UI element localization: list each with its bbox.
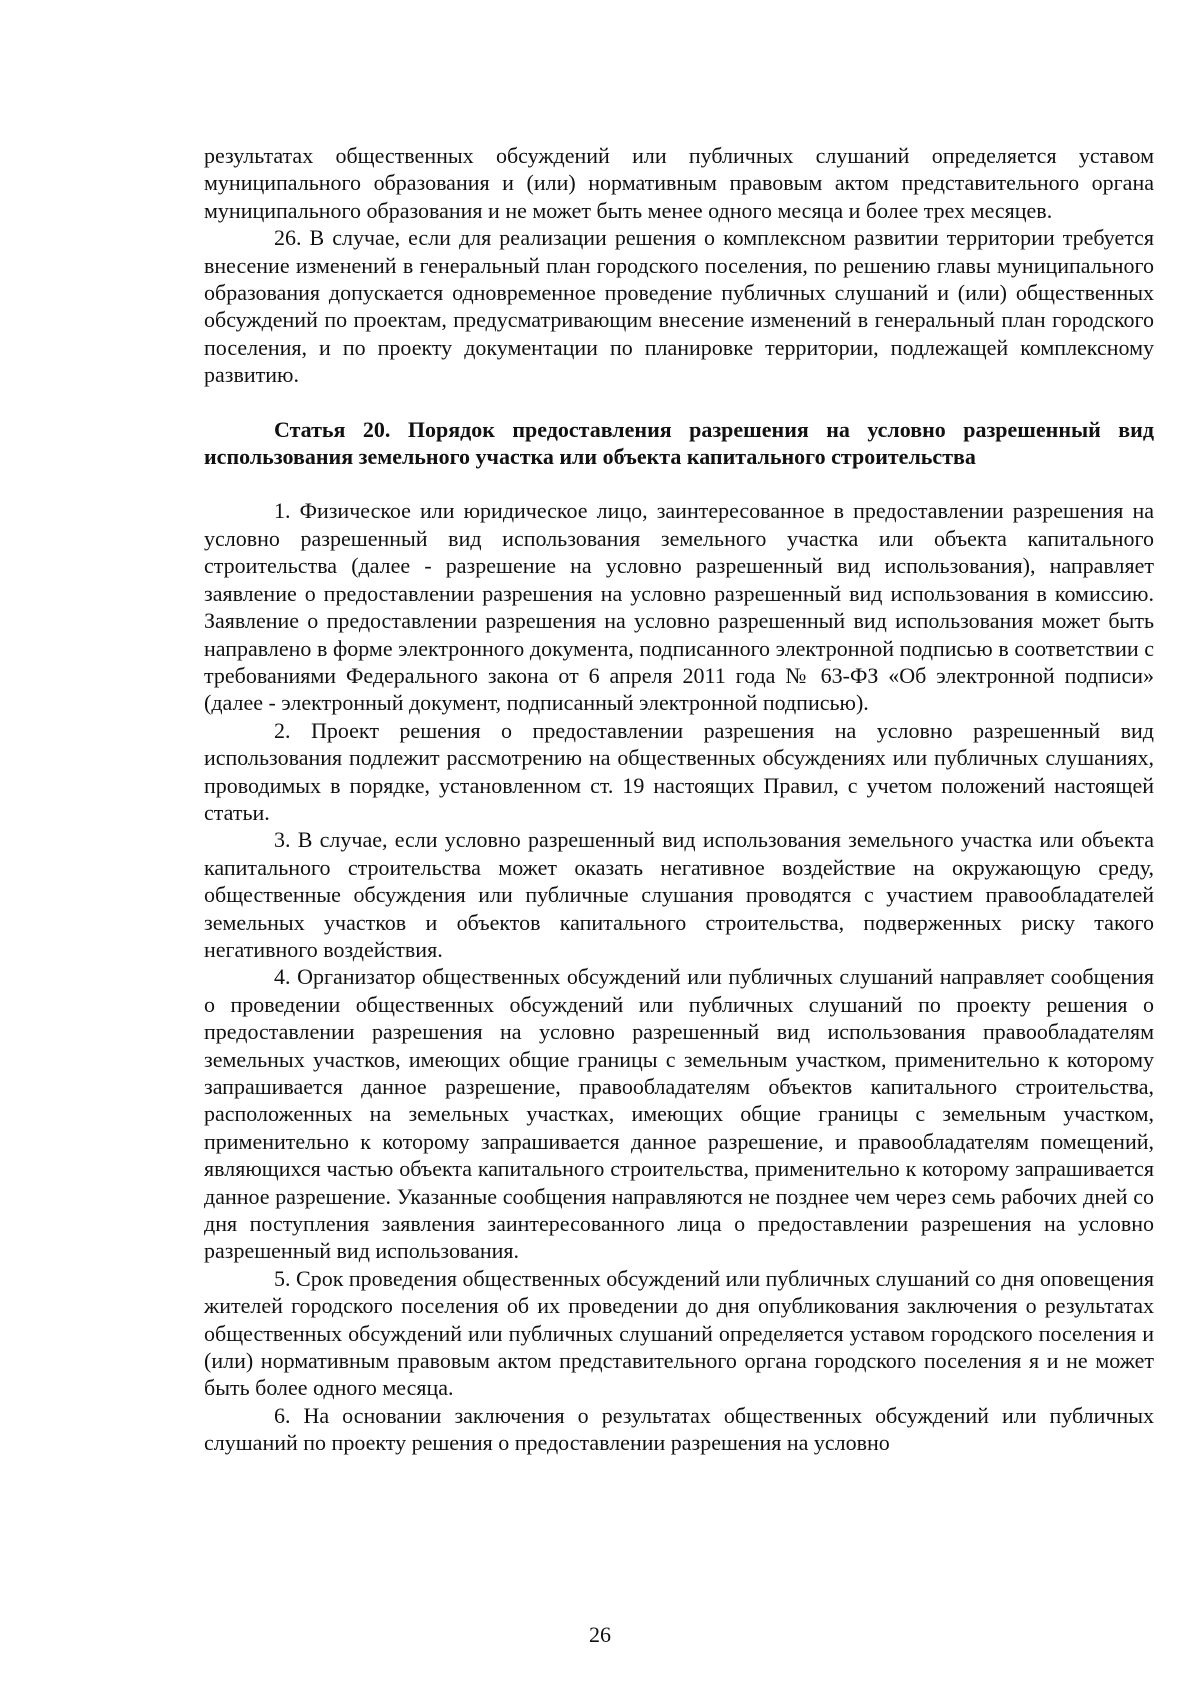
article-20-item-1: 1. Физическое или юридическое лицо, заинтересованное в предоставлении разрешения на условно разрешенный вид использования земельного участка или объекта капитального строительства (далее - разрешение на условно разрешенный вид использования), направляет заявление о предоставлении разрешения на условно разрешенный вид использования в комиссию. Заявление о предоставлении разрешения на условно разрешенный вид использования может быть направлено в форме электронного документа, подписанного электронной подписью в соответствии с требованиями Федерального закона от 6 апреля 2011 года № 63-ФЗ «Об электронной подписи» (далее - электронный документ, подписанный электронной подписью). <box>204 498 1154 716</box>
document-page <box>204 142 1154 1457</box>
article-20-item-6: 6. На основании заключения о результатах общественных обсуждений или публичных слушаний по проекту решения о предоставлении разрешения на условно <box>204 1402 1154 1456</box>
article-20-item-4: 4. Организатор общественных обсуждений или публичных слушаний направляет сообщения о проведении общественных обсуждений или публичных слушаний по проекту решения о предоставлении разрешения на условно разрешенный вид использования правообладателям земельных участков, имеющих общие границы с земельным участком, применительно к которому запрашивается данное разрешение, правообладателям объектов капитального строительства, расположенных на земельных участках, имеющих общие границы с земельным участком, применительно к которому запрашивается данное разрешение, и правообладателям помещений, являющихся частью объекта капитального строительства, применительно к которому запрашивается данное разрешение. Указанные сообщения направляются не позднее чем через семь рабочих дней со дня поступления заявления заинтересованного лица о предоставлении разрешения на условно разрешенный вид использования. <box>204 964 1154 1264</box>
paragraph-26: 26. В случае, если для реализации решения о комплексном развитии территории требуется внесение изменений в генеральный план городского поселения, по решению главы муниципального образования допускается одновременное проведение публичных слушаний и (или) общественных обсуждений по проектам, предусматривающим внесение изменений в генеральный план городского поселения, и по проекту документации по планировке территории, подлежащей комплексному развитию. <box>204 225 1154 388</box>
article-20-item-3: 3. В случае, если условно разрешенный вид использования земельного участка или объекта капитального строительства может оказать негативное воздействие на окружающую среду, общественные обсуждения или публичные слушания проводятся с участием правообладателей земельных участков и объектов капитального строительства, подверженных риску такого негативного воздействия. <box>204 827 1154 962</box>
article-20-heading: Статья 20. Порядок предоставления разрешения на условно разрешенный вид использования земельного участка или объекта капитального строительства <box>204 416 1154 470</box>
article-20-item-5: 5. Срок проведения общественных обсуждений или публичных слушаний со дня оповещения жителей городского поселения об их проведении до дня опубликования заключения о результатах общественных обсуждений или публичных слушаний определяется уставом городского поселения и (или) нормативным правовым актом представительного органа городского поселения я и не может быть более одного месяца. <box>204 1265 1154 1401</box>
paragraph-continuation: результатах общественных обсуждений или публичных слушаний определяется уставом муниципального образования и (или) нормативным правовым актом представительного органа муниципального образования и не может быть менее одного месяца и более трех месяцев. <box>204 143 1154 223</box>
page-number: 26 <box>589 1622 611 1647</box>
article-20-item-2: 2. Проект решения о предоставлении разрешения на условно разрешенный вид использования подлежит рассмотрению на общественных обсуждениях или публичных слушаниях, проводимых в порядке, установленном ст. 19 настоящих Правил, с учетом положений настоящей статьи. <box>204 717 1154 825</box>
